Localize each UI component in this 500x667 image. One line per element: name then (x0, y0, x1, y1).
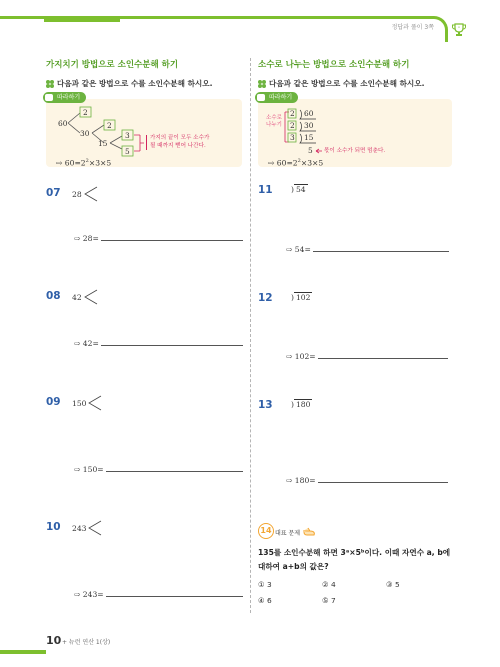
representative-problem-tag: 대표 문제 (275, 530, 301, 537)
left-instruction (46, 78, 242, 89)
clover-icon (46, 80, 54, 88)
problem-value: 28 (72, 190, 82, 199)
tree-node-3: 3 (125, 131, 130, 140)
right-result-exp: 2 (297, 158, 301, 164)
book-title: + 뉴런 연산 1(상) (62, 639, 111, 646)
right-column (258, 58, 454, 167)
problem-number: 09 (46, 396, 61, 408)
ladder-hint: 몫이 소수가 되면 멈춘다. (324, 148, 386, 154)
left-example-result (56, 158, 111, 168)
right-instruction-text: 다음과 같은 방법으로 수를 소인수분해 하시오. (269, 79, 425, 88)
problem-14-badge: 14 (258, 523, 274, 539)
right-result-prefix: ⇨ 60=2 (268, 158, 298, 168)
factor-tree-lines (46, 99, 242, 167)
branch-icon (84, 186, 98, 202)
problem-value: 102 (295, 293, 311, 302)
left-instruction-text: 다음과 같은 방법으로 수를 소인수분해 하시오. (57, 79, 213, 88)
header-tab (44, 16, 120, 22)
column-divider (250, 58, 251, 613)
left-section-title: 가지치기 방법으로 소인수분해 하기 (46, 60, 179, 70)
division-bracket: ) 54 (291, 185, 306, 194)
problem-number: 07 (46, 187, 61, 199)
left-result-suffix: ×3×5 (88, 158, 112, 168)
right-example-result (268, 158, 323, 168)
choice-1[interactable]: ① 3 (258, 580, 272, 589)
ladder-dividend: 30 (304, 121, 314, 130)
right-example-label-text: 따라하기 (269, 94, 293, 101)
left-example-box (46, 94, 242, 167)
right-result-suffix: ×3×5 (300, 158, 324, 168)
problem-value: 243 (72, 524, 87, 533)
answer-prefix: ⇨ 150= (74, 465, 104, 474)
answer-prefix: ⇨ 28= (74, 234, 99, 243)
answer-prefix: ⇨ 102= (286, 352, 316, 361)
ladder-dividend: 60 (304, 109, 314, 118)
page-number: 10 (46, 634, 62, 647)
ladder-lines (258, 99, 452, 167)
clover-icon (258, 80, 266, 88)
right-example-box (258, 94, 452, 167)
answer-prefix: ⇨ 180= (286, 476, 316, 485)
side-note-line1: 소수로 (266, 115, 282, 121)
problem-value: 150 (72, 399, 87, 408)
problem-value: 42 (72, 293, 82, 302)
choice-5[interactable]: ⑤ 7 (322, 596, 336, 605)
answer-field[interactable] (286, 352, 448, 361)
choice-4[interactable]: ④ 6 (258, 596, 272, 605)
trophy-icon (451, 23, 467, 37)
answer-field[interactable] (74, 234, 243, 243)
hand-pointer-icon (302, 526, 316, 536)
problem-value: 180 (295, 400, 311, 409)
answer-field[interactable] (74, 590, 243, 599)
tree-node-60: 60 (58, 119, 68, 128)
answer-prefix: ⇨ 42= (74, 339, 99, 348)
branch-icon (88, 520, 102, 536)
answer-field[interactable] (286, 245, 449, 254)
tree-node-30: 30 (80, 129, 90, 138)
ladder-divisor: 2 (290, 109, 295, 118)
left-example-label-text: 따라하기 (57, 94, 81, 101)
right-instruction (258, 78, 454, 89)
division-bracket: ) 180 (291, 400, 311, 409)
choice-3[interactable]: ③ 5 (386, 580, 400, 589)
tree-node-5: 5 (125, 147, 130, 156)
problem-number: 08 (46, 290, 61, 302)
tree-hint-text: 가지의 끝이 모두 소수가 될 때까지 뻗어 나간다. (150, 135, 210, 149)
problem-value: 54 (295, 185, 306, 194)
answer-reference: 정답과 풀이 3쪽 (391, 24, 434, 31)
ladder-divisor: 2 (290, 121, 295, 130)
answer-prefix: ⇨ 54= (286, 245, 311, 254)
question-line-1: 135를 소인수분해 하면 3ᵃ×5ᵇ이다. 이때 자연수 a, b에 (258, 548, 451, 557)
answer-field[interactable] (74, 339, 243, 348)
ladder-dividend: 15 (304, 133, 314, 142)
problem-number: 13 (258, 399, 273, 411)
tree-node-15: 15 (98, 139, 108, 148)
answer-field[interactable] (286, 476, 448, 485)
problem-number: 12 (258, 292, 273, 304)
answer-field[interactable] (74, 465, 243, 474)
tree-node-2a: 2 (83, 108, 88, 117)
answer-prefix: ⇨ 243= (74, 590, 104, 599)
branch-icon (84, 289, 98, 305)
ladder-divisor: 3 (290, 133, 295, 142)
problem-number: 11 (258, 184, 273, 196)
left-column (46, 58, 242, 167)
question-line-2: 대하여 a+b의 값은? (258, 562, 329, 571)
left-result-prefix: ⇨ 60=2 (56, 158, 86, 168)
ladder-quotient: 5 (308, 146, 313, 155)
choice-2[interactable]: ② 4 (322, 580, 336, 589)
tree-node-2b: 2 (107, 121, 112, 130)
division-bracket: ) 102 (291, 293, 311, 302)
problem-14-question (258, 546, 458, 574)
problem-number: 10 (46, 521, 61, 533)
side-note-line2: 나누기 (266, 122, 282, 128)
footer-accent-bar (0, 650, 46, 654)
right-section-title: 소수로 나누는 방법으로 소인수분해 하기 (258, 60, 410, 70)
branch-icon (88, 395, 102, 411)
tree-hint (146, 135, 216, 150)
left-result-exp: 2 (85, 158, 89, 164)
